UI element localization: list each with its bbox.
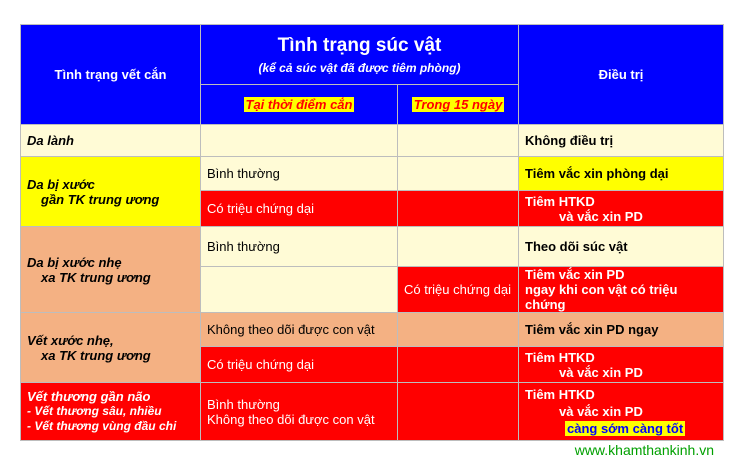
wound-far-rabid-text: Có triệu chứng dại [207,357,314,372]
row-scratch-near-normal-treatment [519,157,724,191]
scratch-far-rabid-15days-text: Có triệu chứng dại [404,282,511,297]
row-scratch-near-normal [201,157,398,191]
scratch-far-rabid-treatment-line2: ngay khi con vật có triệu chứng [525,282,678,312]
row-intact-skin-label [21,125,201,157]
row-scratch-near-label [21,157,201,227]
wound-far-label-line1: Vết xước nhẹ, [27,332,114,348]
header-treatment-text: Điều trị [598,67,644,82]
header-at-bite-time [201,85,398,125]
row-wound-far-rabid-15days [398,347,519,383]
wound-near-treatment-line2: và vắc xin PD [559,404,643,419]
wound-far-rabid-treatment-line1: Tiêm HTKD [525,349,595,365]
header-bite-status [21,25,201,125]
wound-near-label-line2: - Vết thương sâu, nhiều [27,404,162,418]
scratch-near-normal-treatment-text: Tiêm vắc xin phòng dại [525,166,669,181]
wound-near-treatment-highlight: càng sớm càng tốt [567,421,684,436]
wound-far-untracked-text: Không theo dõi được con vật [207,322,375,337]
wound-near-label-line1: Vết thương gần não [27,389,151,404]
scratch-near-label-line1: Da bị xước [27,176,95,192]
header-within-15-days [398,85,519,125]
wound-near-status-line2: Không theo dõi được con vật [207,411,375,427]
row-scratch-far-rabid-treatment [519,267,724,313]
row-scratch-near-rabid-treatment [519,191,724,227]
row-scratch-far-normal-treatment [519,227,724,267]
row-scratch-near-rabid [201,191,398,227]
scratch-near-label-line2: gần TK trung ương [41,191,160,207]
row-wound-far-untracked-treatment [519,313,724,347]
row-scratch-far-normal [201,227,398,267]
row-scratch-near-rabid-15days [398,191,519,227]
scratch-far-label-line2: xa TK trung ương [41,269,151,285]
header-within-15-days-text: Trong 15 ngày [413,97,503,112]
header-at-bite-time-text: Tại thời điểm cắn [245,97,353,112]
row-scratch-far-blank [201,267,398,313]
wound-far-label-line2: xa TK trung ương [41,347,151,363]
scratch-near-rabid-treatment-line1: Tiêm HTKD [525,193,595,209]
header-treatment [519,25,724,125]
row-intact-skin-at-bite [201,125,398,157]
scratch-near-normal-text: Bình thường [207,166,280,181]
website-watermark: www.khamthankinh.vn [574,442,714,458]
scratch-near-rabid-treatment-line2: và vắc xin PD [559,208,643,224]
row-scratch-far-rabid-15days [398,267,519,313]
scratch-far-normal-treatment-text: Theo dõi súc vật [525,239,628,254]
header-animal-status [201,25,519,85]
wound-near-treatment-line3 [525,420,717,437]
header-animal-status-subtitle: (kể cả súc vật đã được tiêm phòng) [258,60,461,75]
wound-far-untracked-treatment-text: Tiêm vắc xin PD ngay [525,322,659,337]
row-intact-skin-treatment [519,125,724,157]
intact-skin-treatment-text: Không điều trị [525,133,614,148]
row-wound-far-untracked-15days [398,313,519,347]
row-scratch-near-normal-15days [398,157,519,191]
header-bite-status-text: Tình trạng vết cắn [54,67,167,82]
row-intact-skin-15days [398,125,519,157]
rabies-treatment-table [20,24,724,441]
scratch-near-rabid-text: Có triệu chứng dại [207,201,314,216]
wound-near-label-line3: - Vết thương vùng đầu chi [27,419,177,433]
row-wound-far-rabid-treatment [519,347,724,383]
row-scratch-far-normal-15days [398,227,519,267]
row-wound-near-treatment [519,383,724,441]
row-wound-far-untracked [201,313,398,347]
scratch-far-normal-text: Bình thường [207,239,280,254]
row-wound-far-rabid [201,347,398,383]
row-wound-far-label [21,313,201,383]
scratch-far-rabid-treatment-line1: Tiêm vắc xin PD [525,267,625,282]
row-wound-near-15days [398,383,519,441]
intact-skin-text: Da lành [27,133,74,148]
wound-near-status-line1: Bình thường [207,396,280,412]
scratch-far-label-line1: Da bị xước nhẹ [27,254,122,270]
wound-far-rabid-treatment-line2: và vắc xin PD [559,364,643,380]
wound-near-treatment-line1: Tiêm HTKD [525,387,595,402]
row-scratch-far-label [21,227,201,313]
row-wound-near-status [201,383,398,441]
header-animal-status-title: Tình trạng súc vật [277,34,442,56]
row-wound-near-label [21,383,201,441]
